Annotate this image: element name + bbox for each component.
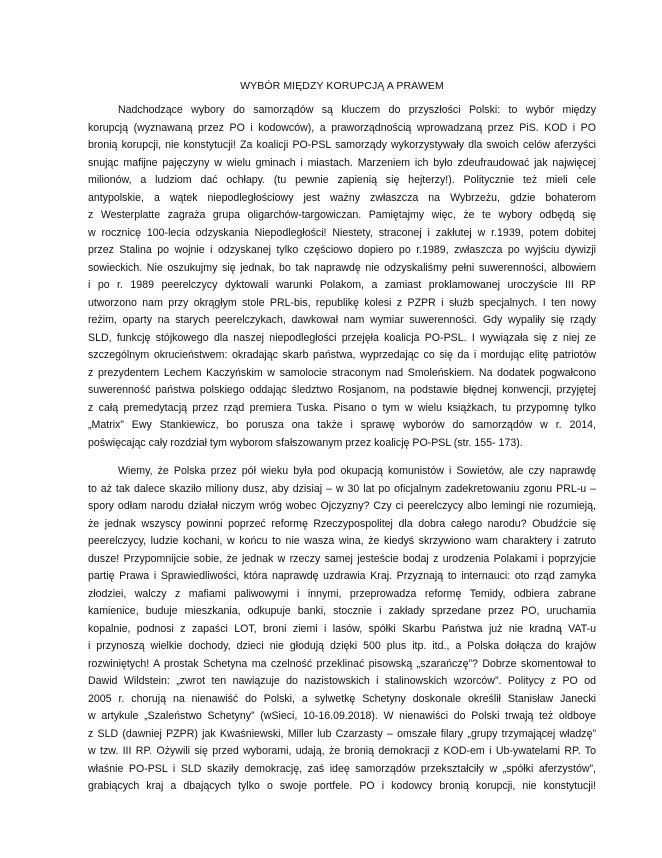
- paragraph-line: dusze! Przypomnijcie sobie, że jednak w rzeczy samej jesteście bodaj z urodzenia Polakami i poprzyjcie: [88, 552, 596, 565]
- paragraph-line: z Westerplatte zagraża grupa oligarchów-targowiczan. Pamiętajmy więc, że te wybory odbędą się: [88, 209, 596, 221]
- paragraph-line: snując mafijne pajęczyny w wielu gminach i miastach. Marzeniem ich było zdeufraudować jak najwięcej: [88, 156, 596, 169]
- paragraph-line: Wiemy, że Polska przez pół wieku była pod okupacją komunistów i Sowietów, ale czy naprawdę: [118, 465, 596, 477]
- paragraph-line: kopalnie, podnosi z zapaści LOT, broni ziemi i lasów, spółki Skarbu Państwa już nie kradną VAT-u: [88, 622, 596, 635]
- paragraph-line: utworzono nam przy okrągłym stole PRL-bis, republikę kolesi z PZPR i służb specjalnych. I ten nowy: [88, 296, 596, 309]
- paragraph-line: i po r. 1989 peerelczycy dyktowali warunki Polakom, a zamiast proklamowanej uroczyście III RP: [88, 279, 596, 291]
- paragraph-line: SLD, funkcję stójkowego dla naszej niepodległości przejęła koalicja PO-PSL. I wywiązała się z niej ze: [88, 331, 596, 344]
- paragraph-line: w tzw. III RP. Ożywili się przed wyborami, udają, że bronią demokracji z KOD-em i Ub-ywatelami RP. To: [88, 745, 596, 757]
- paragraph-line: Dawid Wildstein: „zwrot ten nawiązuje do nazistowskich i stalinowskich wzorców”. Politycy z PO od: [88, 675, 596, 687]
- paragraph-line: przez Stalina po wojnie i odzyskanej tylko częściowo dopiero po r.1989, zwłaszcza po wyjściu dywizji: [88, 244, 596, 256]
- paragraph-line: 2005 r. chorują na nienawiść do Polski, a sylwetkę Schetyny doskonale określił Stanisław Janecki: [88, 692, 596, 705]
- paragraph-line: z SLD (dawniej PZPR) jak Kwaśniewski, Miller lub Czarzasty – omszałe filary „grupy trzymającej władzę”: [88, 727, 596, 740]
- paragraph-line: bronią korupcji, nie konstytucji! Za koalicji PO-PSL samorządy wykorzystywały dla swoich celów aferzyści: [88, 139, 596, 151]
- paragraph-line: „Matrix” Ewy Stankiewicz, bo porusza ona także i sprawę wyborów do samorządów w r. 2014,: [88, 419, 596, 431]
- paragraph-line: antypolskie, a wątek niepodległościowy jest ważny zwłaszcza na Wybrzeżu, gdzie bohaterom: [88, 191, 596, 204]
- paragraph-line: partię Prawa i Sprawiedliwości, która naprawdę uzdrawia Kraj. Przyznają to internauci: oto rząd zamyka: [88, 570, 596, 582]
- paragraph-line: milionów, a ludziom dać ochłapy. (tu pewnie zapienią się hejterzy!). Politycznie też mieli cele: [88, 174, 596, 186]
- paragraph-line: Nadchodzące wybory do samorządów są kluczem do przyszłości Polski: to wybór między: [118, 104, 596, 116]
- paragraph-line: grabiących kraj a dbających tylko o swoje portfele. PO i kodowcy bronią korupcji, nie konstytucji!: [88, 780, 596, 792]
- paragraph-line: w rocznicę 100-lecia odzyskania Niepodległości! Niestety, straconej i zakłutej w r.1939, potem dobitej: [88, 226, 596, 239]
- paragraph-line: reżim, oparty na starych peerelczykach, dawkował nam wymiar suwerenności. Gdy wypaliły się rządy: [88, 314, 596, 326]
- paragraph-line: poświęcając cały rozdział tym wyborom sfałszowanym przez koalicję PO-PSL (str. 155- 173).: [88, 436, 523, 449]
- paragraph-line: to aż tak dalece skaziło miliony dusz, aby dzisiaj – w 30 lat po oficjalnym zadekretowaniu zgonu PRL-u –: [88, 482, 596, 495]
- document-page: [88, 0, 596, 858]
- paragraph-line: szczególnym okrucieństwem: okradając skarb państwa, wyprzedając co się da i mordując elitę patriotów: [88, 349, 596, 361]
- paragraph-line: kamienice, buduje mieszkania, odkupuje banki, stocznie i zakłady sprzedane przez PO, uruchamia: [88, 605, 596, 617]
- paragraph-line: peerelczycy, ludzie kochani, w końcu to nie wasza wina, że kiedyś skrzywiono wam charaktery i zatruto: [88, 535, 596, 547]
- paragraph-line: że jednak wszyscy powinni poprzeć reformę Rzeczypospolitej dla dobra całego narodu? Obudźcie się: [88, 517, 596, 530]
- paragraph-line: korupcją (wyznawaną przez PO i kodowców), a praworządnością wprowadzaną przez PiS. KOD i PO: [88, 121, 596, 134]
- paragraph-line: i przynoszą wielkie dochody, dzieci nie głodują dzięki 500 plus itp. itd., a Polska dołącza do krajów: [88, 640, 596, 652]
- paragraph-line: właśnie PO-PSL i SLD skaziły demokrację, zaś ideę samorządów przekształciły w „spółki aferzystów”,: [88, 762, 596, 775]
- paragraph-line: rozwiniętych! A prostak Schetyna ma czelność przeklinać pisowską „szarańczę”? Dobrze skomentował to: [88, 657, 596, 670]
- paragraph-2: [88, 463, 596, 796]
- paragraph-line: z całą premedytacją przez rząd premiera Tuska. Pisano o tym w wielu książkach, tu przypomnę tylko: [88, 401, 596, 414]
- paragraph-line: spory odłam narodu działał niczym wróg wobec Ojczyzny? Czy ci peerelczycy albo lemingi nie rozumieją,: [88, 500, 596, 512]
- paragraph-line: złodziei, walczy z mafiami paliwowymi i innymi, przeprowadza reformę Temidy, odbiera zabrane: [88, 587, 596, 600]
- paragraph-line: w artykule „Szaleństwo Schetyny” (wSieci, 10-16.09.2018). W nienawiści do Polski trwają też oldboye: [88, 710, 596, 722]
- paragraph-1: [88, 102, 596, 452]
- paragraph-line: sowieckich. Nie oszukujmy się jednak, bo tak naprawdę nie odzyskaliśmy pełni suwerenności, albowiem: [88, 261, 596, 274]
- paragraph-line: suwerenność państwa polskiego oddając śledztwo Rosjanom, na podstawie błędnej konwencji, przyjętej: [88, 384, 596, 396]
- document-title: WYBÓR MIĘDZY KORUPCJĄ A PRAWEM: [240, 80, 444, 92]
- paragraph-line: z prezydentem Lechem Kaczyńskim w samolocie straconym nad Smoleńskiem. Na dodatek pogwałcono: [88, 366, 596, 379]
